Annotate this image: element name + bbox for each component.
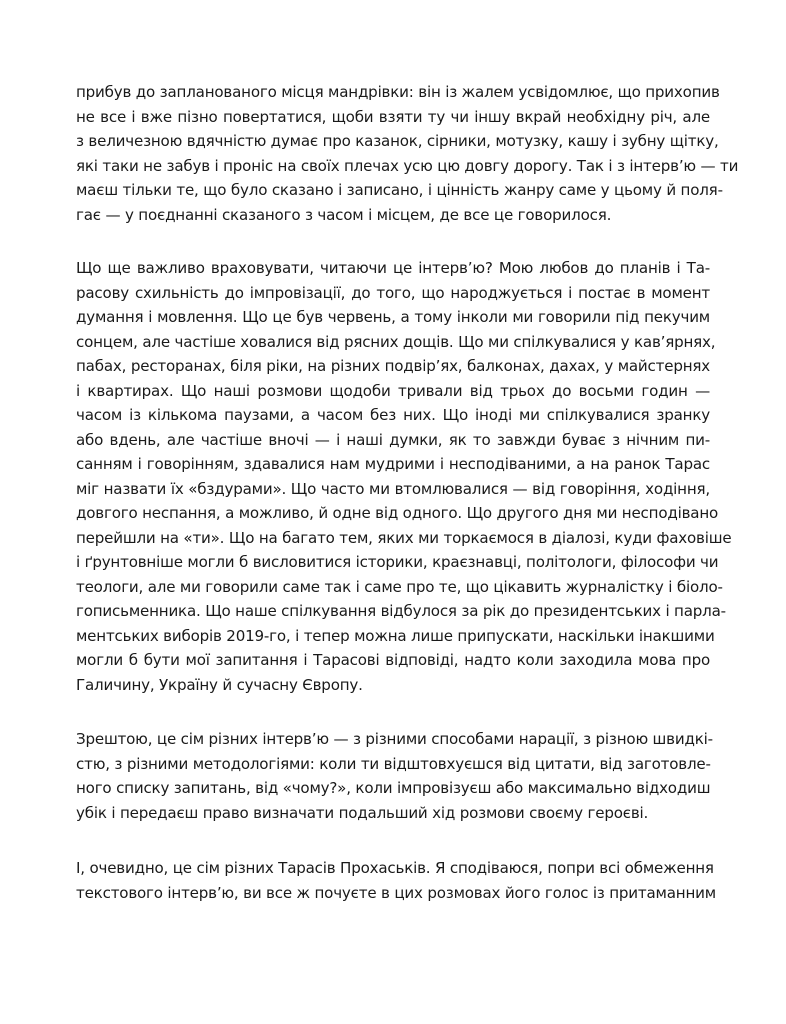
text-line: ного списку запитань, від «чому?», коли імпровізуєш або максимально відходиш [76, 779, 711, 797]
text-line: міг назвати їх «бздурами». Що часто ми втомлювалися — від говоріння, ходіння, [76, 479, 710, 498]
text-line: ментських виборів 2019-го, і тепер можна лише припускати, наскільки інакшими [76, 626, 715, 645]
text-line: І, очевидно, це сім різних Тарасів Прохаськів. Я сподіваюся, попри всі обмеження [76, 859, 714, 877]
text-line: думання і мовлення. Що це був червень, а тому інколи ми говорили під пекучим [76, 308, 710, 326]
text-line: перейшли на «ти». Що на багато тем, яких ми торкаємося в діалозі, куди фаховіше [76, 528, 732, 547]
text-line: гописьменника. Що наше спілкування відбулося за рік до президентських і парла- [76, 602, 726, 620]
text-line: і ґрунтовніше могли б висловитися історики, краєзнавці, політологи, філософи чи [76, 553, 719, 571]
text-line: і квартирах. Що наші розмови щодоби тривали від трьох до восьми годин — [76, 381, 710, 400]
text-line: з величезною вдячністю думає про казанок, сірники, мотузку, кашу і зубну щітку, [76, 132, 719, 150]
text-line: санням і говорінням, здавалися нам мудрими і несподіваними, а на ранок Тарас [76, 455, 710, 473]
text-line: текстового інтерв’ю, ви все ж почуєте в цих розмовах його голос із притаманним [76, 883, 716, 902]
text-line: сонцем, але частіше ховалися від рясних дощів. Що ми спілкувалися у кав’ярнях, [76, 332, 716, 351]
text-line: які таки не забув і проніс на своїх плечах усю цю довгу дорогу. Так і з інтерв’ю — ти [76, 156, 739, 175]
paragraph-4 [76, 856, 716, 905]
text-line: гає — у поєднанні сказаного з часом і місцем, де все це говорилося. [76, 205, 612, 224]
paragraph-1 [76, 80, 739, 227]
text-line: або вдень, але частіше вночі — і наші думки, як то завжди буває з нічним пи- [76, 430, 710, 449]
text-line: Галичину, Україну й сучасну Європу. [76, 675, 363, 694]
text-line: прибув до запланованого місця мандрівки: він із жалем усвідомлює, що прихопив [76, 83, 720, 101]
paragraph-3 [76, 727, 713, 825]
text-line: могли б бути мої запитання і Тарасові відповіді, надто коли заходила мова про [76, 651, 710, 669]
text-line: маєш тільки те, що було сказано і записано, і цінність жанру саме у цьому й поля- [76, 181, 723, 199]
text-line: не все і вже пізно повертатися, щоби взяти ту чи іншу вкрай необхідну річ, але [76, 107, 710, 126]
text-line: стю, з різними методологіями: коли ти відштовхуєшся від цитати, від заготовле- [76, 754, 711, 773]
text-line: расову схильність до імпровізації, до того, що народжується і постає в момент [76, 283, 710, 302]
text-line: довгого неспання, а можливо, й одне від одного. Що другого дня ми несподівано [76, 504, 719, 522]
text-line: Зрештою, це сім різних інтерв’ю — з різними способами нарації, з різною швидкі- [76, 730, 713, 748]
text-line: пабах, ресторанах, біля ріки, на різних подвір’ях, балконах, дахах, у майстернях [76, 357, 710, 375]
text-line: Що ще важливо враховувати, читаючи це інтерв’ю? Мою любов до планів і Та- [76, 259, 710, 277]
text-line: убік і передаєш право визначати подальший хід розмови своєму героєві. [76, 803, 649, 822]
text-line: часом із кількома паузами, а часом без них. Що іноді ми спілкувалися зранку [76, 406, 710, 424]
paragraph-2 [76, 256, 732, 697]
text-line: теологи, але ми говорили саме так і саме про те, що цікавить журналістку і біоло- [76, 577, 723, 596]
